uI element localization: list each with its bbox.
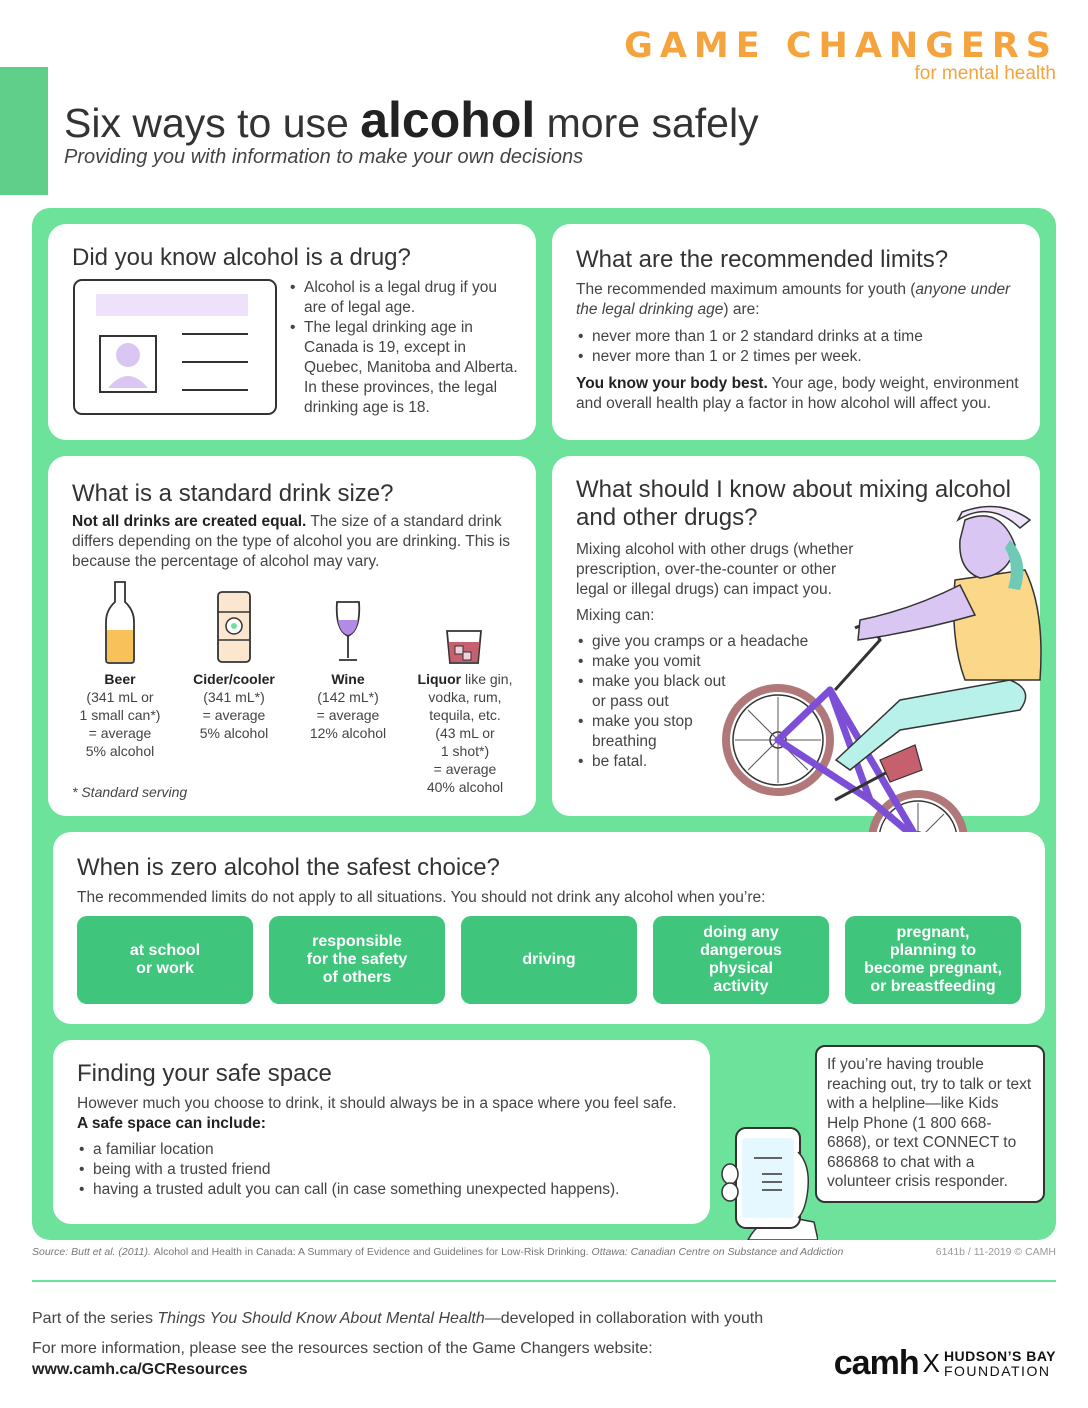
drink-detail: = average [433,761,497,777]
drink-detail: (43 mL or [435,725,495,741]
cider-can-icon [216,588,252,664]
card-heading: What is a standard drink size? [72,480,394,507]
card-alcohol-drug [48,224,536,440]
more-info-text: For more information, please see the resources section of the Game Changers website: [32,1340,653,1357]
drink-detail: = average [202,707,266,723]
list-item: • make you stop breathing [576,712,726,752]
drink-info-wine [298,670,398,742]
situation-dangerous-activity: doing any dangerous physical activity [653,916,829,1004]
card-heading: When is zero alcohol the safest choice? [77,854,500,881]
drink-detail: (341 mL*) [203,689,265,705]
divider [32,1280,1056,1282]
mixing-bullet-list [576,632,809,772]
page-title: Six ways to use alcohol more safely [64,92,759,148]
helpline-callout: If you’re having trouble reaching out, try to talk or text with a helpline—like Kids Help Phone (1 800 668-6868), or text CONNECT to 686868 to chat with a volunteer crisis responder. [815,1045,1045,1203]
partner-logos [834,1344,1056,1383]
list-item: • being with a trusted friend [77,1160,697,1180]
brand-logo [624,28,1058,84]
safe-space-lead: A safe space can include: [77,1115,266,1132]
drug-bullet-list [288,278,518,418]
beer-bottle-icon [104,580,136,664]
camh-logo: camh [833,1344,919,1382]
drink-detail: 12% alcohol [309,725,387,741]
standard-intro: Not all drinks are created equal. The size of a standard drink differs depending on the type of alcohol you are drinking. This is because the percentage of alcohol may vary. [72,513,511,570]
brand-tagline: for mental health [914,63,1056,84]
card-heading: What are the recommended limits? [576,246,949,273]
card-heading: What should I know about mixing alcohol and other drugs? [576,476,1011,531]
drink-detail: 40% alcohol [426,779,504,795]
drink-info-liquor [410,670,520,796]
series-note: Part of the series Things You Should Know About Mental Health—developed in collaboration with youth [32,1310,764,1327]
card-standard-drink [48,456,536,816]
resources-link[interactable]: www.camh.ca/GCResources [32,1361,248,1378]
list-item: • having a trusted adult you can call (in case something unexpected happens). [77,1180,697,1200]
drink-name: Wine [331,671,365,687]
liquor-glass-icon [444,628,484,666]
list-item: • The legal drinking age in Canada is 19, except in Quebec, Manitoba and Alberta. In these provinces, the legal drinking age is 18. [288,318,518,418]
list-item: • make you black out or pass out [576,672,726,712]
wine-glass-icon [334,600,362,664]
mixing-intro: Mixing alcohol with other drugs (whether prescription, over-the-counter or other legal or illegal drugs) can impact you. [576,541,854,598]
list-item: • a familiar location [77,1140,697,1160]
side-accent-bar [0,67,48,195]
document-code: 6141b / 11-2019 © CAMH [935,1246,1056,1258]
drink-detail: (142 mL*) [317,689,379,705]
page-subtitle: Providing you with information to make your own decisions [64,146,584,168]
brand-name: GAME CHANGERS [624,26,1058,66]
drink-detail: 1 shot*) [440,743,490,759]
drink-detail: 5% alcohol [199,725,269,741]
drink-name: Liquor like gin, [417,671,513,687]
drink-name: Cider/cooler [193,671,275,687]
drink-detail: = average [88,725,152,741]
drink-info-beer [70,670,170,760]
drink-detail: 5% alcohol [85,743,155,759]
hbf-logo: HUDSON’S BAY FOUNDATION [943,1347,1056,1379]
phone-icon [718,1124,818,1240]
card-safe-space [53,1040,710,1224]
drink-detail: tequila, etc. [429,707,501,723]
situation-pregnant: pregnant, planning to become pregnant, or breastfeeding [845,916,1021,1004]
list-item: • never more than 1 or 2 standard drinks at a time [576,327,1026,347]
drink-info-cider [184,670,284,742]
situation-responsible: responsible for the safety of others [269,916,445,1004]
list-item: • never more than 1 or 2 times per week. [576,347,1026,367]
drink-detail: = average [316,707,380,723]
limits-intro: The recommended maximum amounts for youth (anyone under the legal drinking age) are: [576,281,1011,318]
situation-driving: driving [461,916,637,1004]
drink-name: Beer [104,671,136,687]
standard-footnote: * Standard serving [72,784,188,800]
situation-at-school: at school or work [77,916,253,1004]
safe-space-bullet-list [77,1140,697,1200]
list-item: • make you vomit [576,652,726,672]
zero-intro: The recommended limits do not apply to all situations. You should not drink any alcohol when you’re: [77,889,766,906]
drink-detail: 1 small can*) [79,707,161,723]
card-heading: Did you know alcohol is a drug? [72,244,411,271]
drink-detail: (341 mL or [86,689,154,705]
limits-note: You know your body best. Your age, body weight, environment and overall health play a factor in how alcohol will affect you. [576,375,1019,412]
limits-bullet-list [576,327,1026,367]
id-card-icon [72,278,278,416]
partner-separator: X [922,1348,940,1378]
list-item: • give you cramps or a headache [576,632,726,652]
list-item: • Alcohol is a legal drug if you are of legal age. [288,278,518,318]
safe-space-intro: However much you choose to drink, it should always be in a space where you feel safe. [77,1095,677,1112]
mixing-lead: Mixing can: [576,607,655,624]
list-item: • be fatal. [576,752,726,772]
source-citation: Source: Butt et al. (2011). Alcohol and Health in Canada: A Summary of Evidence and Guidelines for Low-Risk Drinking. Ottawa: Canadian Centre on Substance and Addiction [32,1246,844,1258]
card-recommended-limits [552,224,1040,440]
drink-detail: vodka, rum, [428,689,502,705]
card-heading: Finding your safe space [77,1060,332,1087]
